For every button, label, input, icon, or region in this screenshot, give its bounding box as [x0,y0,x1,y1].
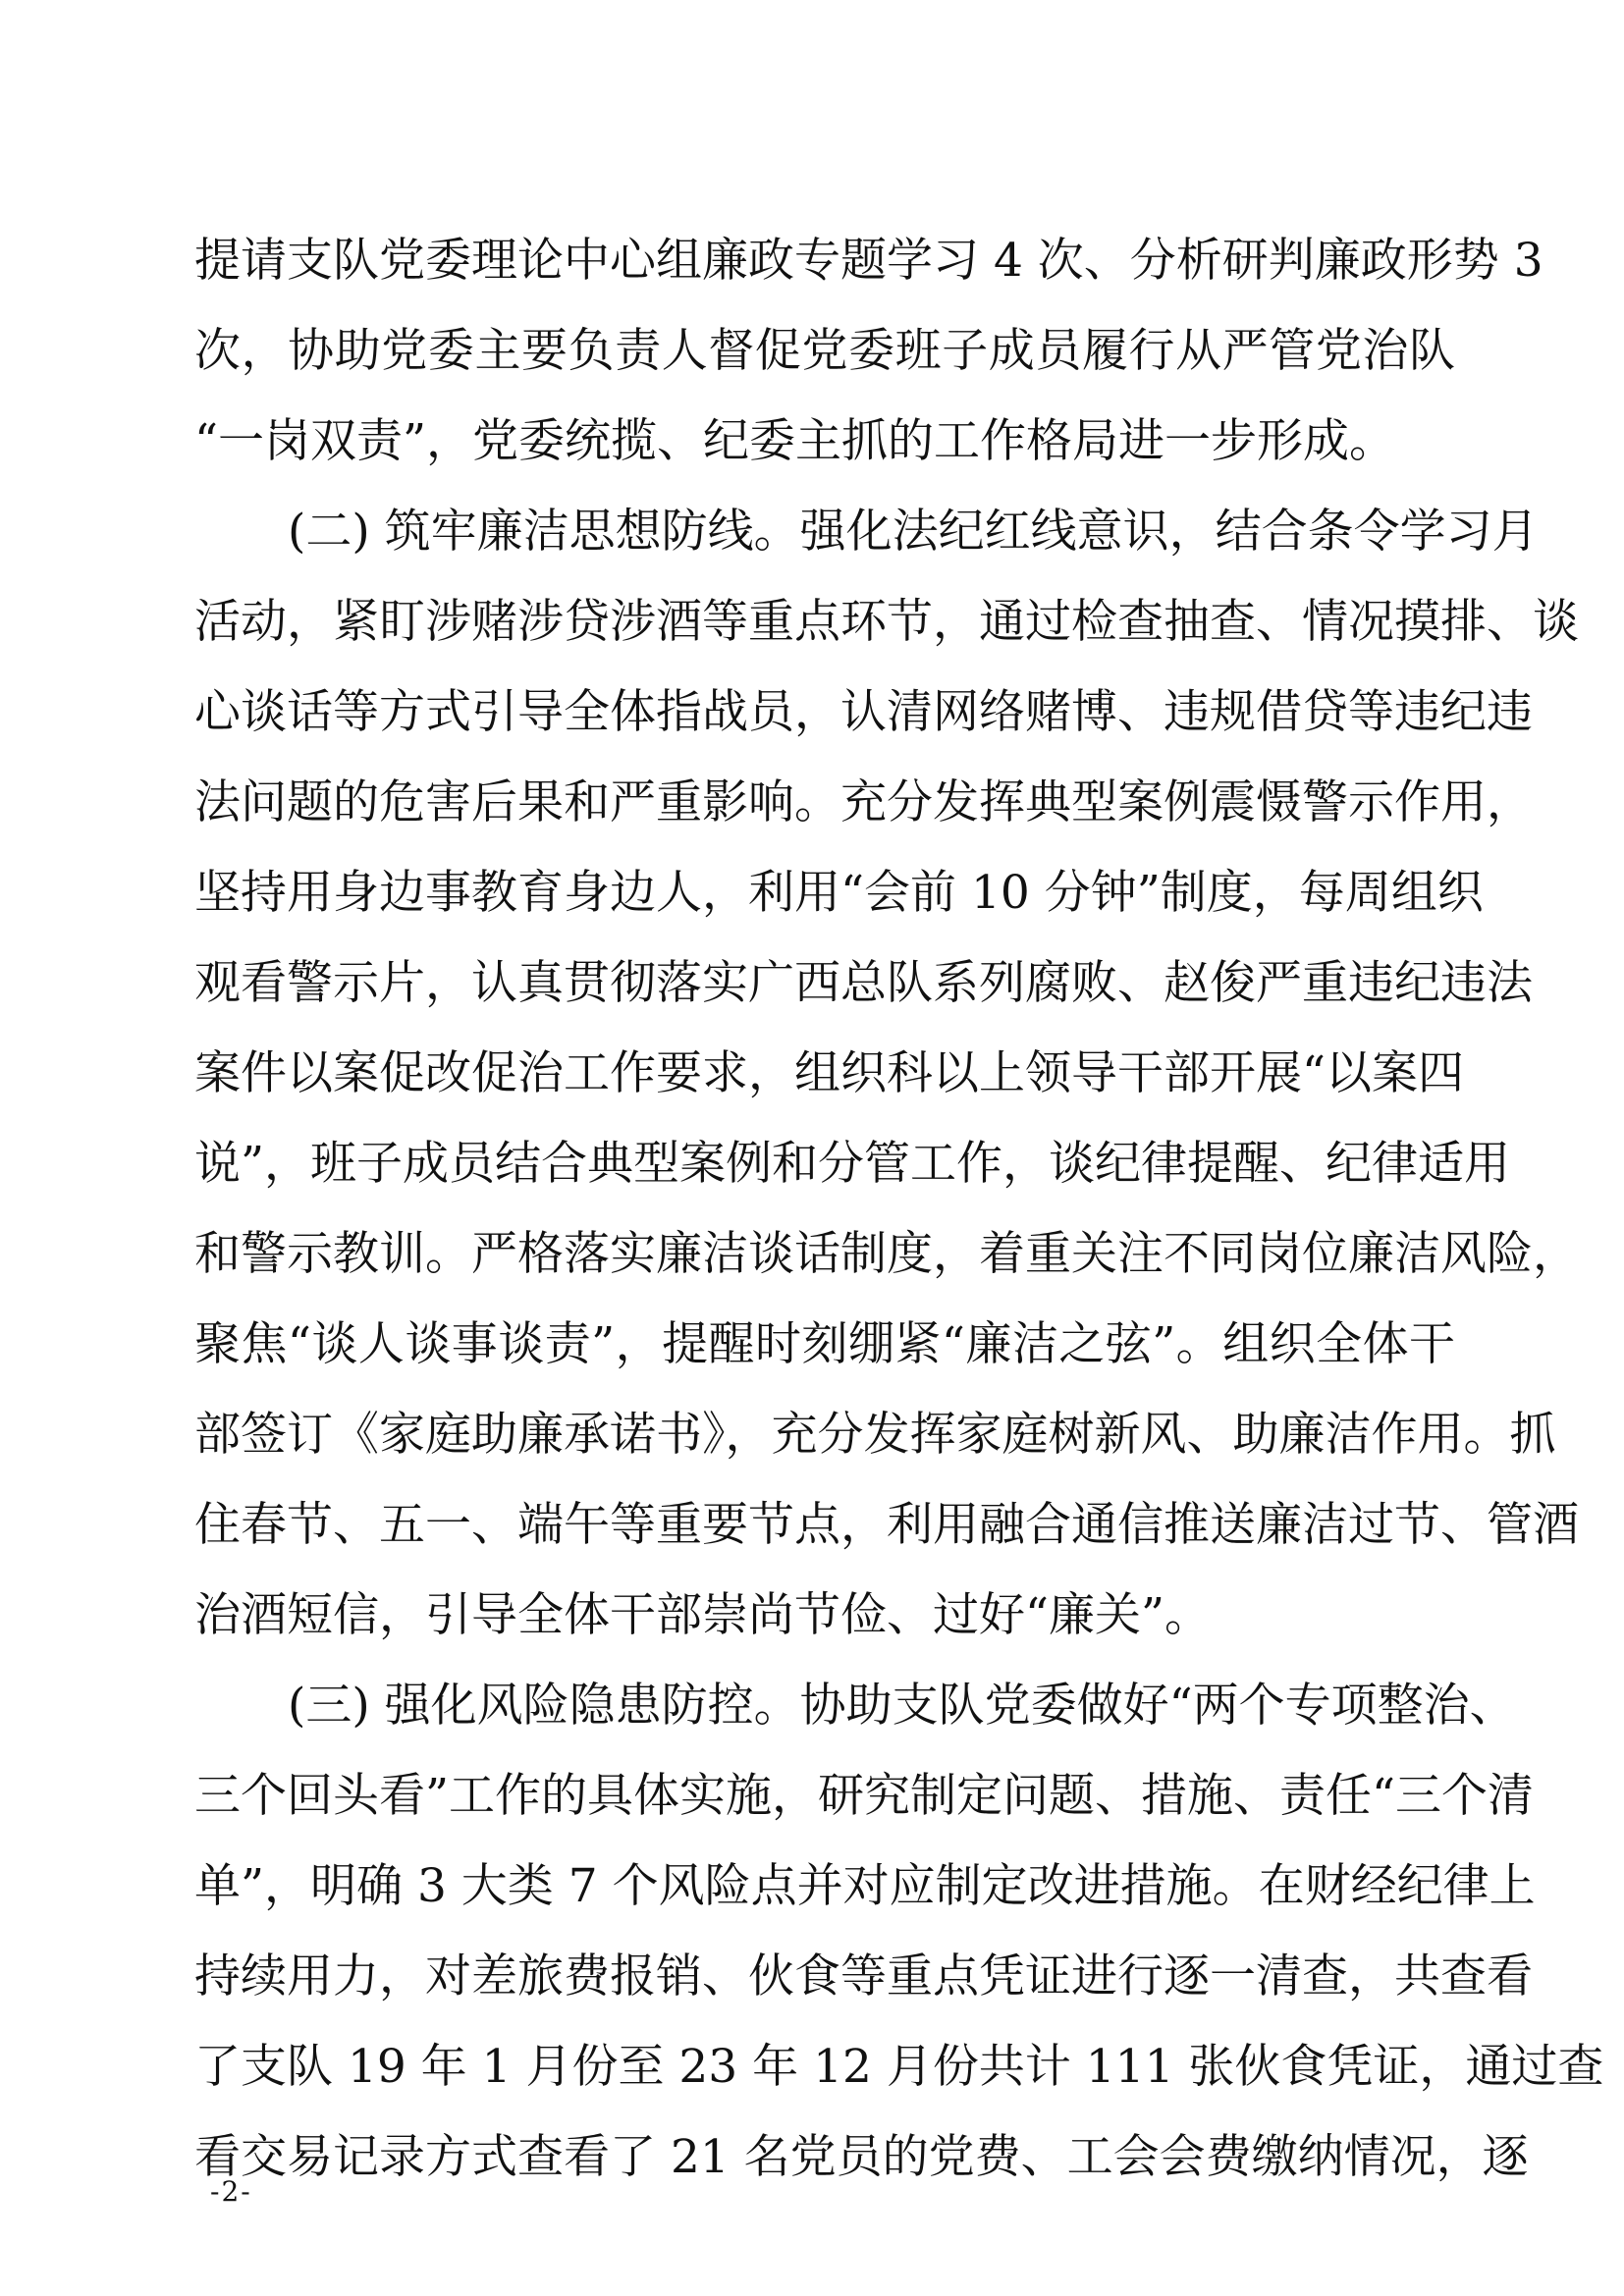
text-line-6: 心谈话等方式引导全体指战员，认清网络赌博、违规借贷等违纪违 [194,685,1533,739]
text-line-3: “一岗双责”，党委统揽、纪委主抓的工作格局进一步形成。 [194,414,1396,468]
text-line-8: 坚持用身边事教育身边人，利用“会前 10 分钟”制度，每周组织 [194,866,1484,920]
text-line-2: 次，协助党委主要负责人督促党委班子成员履行从严管党治队 [194,324,1455,378]
text-line-14: 部签订《家庭助廉承诺书》，充分发挥家庭树新风、助廉洁作用。抓 [194,1408,1556,1462]
text-line-1: 提请支队党委理论中心组廉政专题学习 4 次、分析研判廉政形势 3 [194,234,1543,288]
text-line-9: 观看警示片，认真贯彻落实广西总队系列腐败、赵俊严重违纪违法 [194,956,1533,1010]
text-line-18: 三个回头看”工作的具体实施，研究制定问题、措施、责任“三个清 [194,1769,1535,1823]
text-line-21: 了支队 19 年 1 月份至 23 年 12 月份共计 111 张伙食凭证，通过查 [194,2040,1604,2094]
text-line-16: 治酒短信，引导全体干部崇尚节俭、过好“廉关”。 [194,1588,1212,1642]
text-line-13: 聚焦“谈人谈事谈责”，提醒时刻绷紧“廉洁之弦”。组织全体干 [194,1317,1455,1371]
text-line-5: 活动，紧盯涉赌涉贷涉酒等重点环节，通过检查抽查、情况摸排、谈 [194,595,1579,649]
text-line-11: 说”，班子成员结合典型案例和分管工作，谈纪律提醒、纪律适用 [194,1137,1511,1191]
text-line-22: 看交易记录方式查看了 21 名党员的党费、工会会费缴纳情况，逐 [194,2130,1529,2184]
text-line-19: 单”，明确 3 大类 7 个风险点并对应制定改进措施。在财经纪律上 [194,1859,1536,1913]
text-line-4: (二) 筑牢廉洁思想防线。强化法纪红线意识，结合条令学习月 [288,505,1539,559]
text-line-7: 法问题的危害后果和严重影响。充分发挥典型案例震慑警示作用， [194,775,1533,829]
text-line-20: 持续用力，对差旅费报销、伙食等重点凭证进行逐一清查，共查看 [194,1949,1533,2003]
text-line-10: 案件以案促改促治工作要求，组织科以上领导干部开展“以案四 [194,1046,1465,1100]
text-line-15: 住春节、五一、端午等重要节点，利用融合通信推送廉洁过节、管酒 [194,1498,1579,1552]
page-number: -2- [210,2175,252,2208]
text-line-17: (三) 强化风险隐患防控。协助支队党委做好“两个专项整治、 [288,1679,1516,1733]
text-line-12: 和警示教训。严格落实廉洁谈话制度，着重关注不同岗位廉洁风险， [194,1227,1579,1281]
